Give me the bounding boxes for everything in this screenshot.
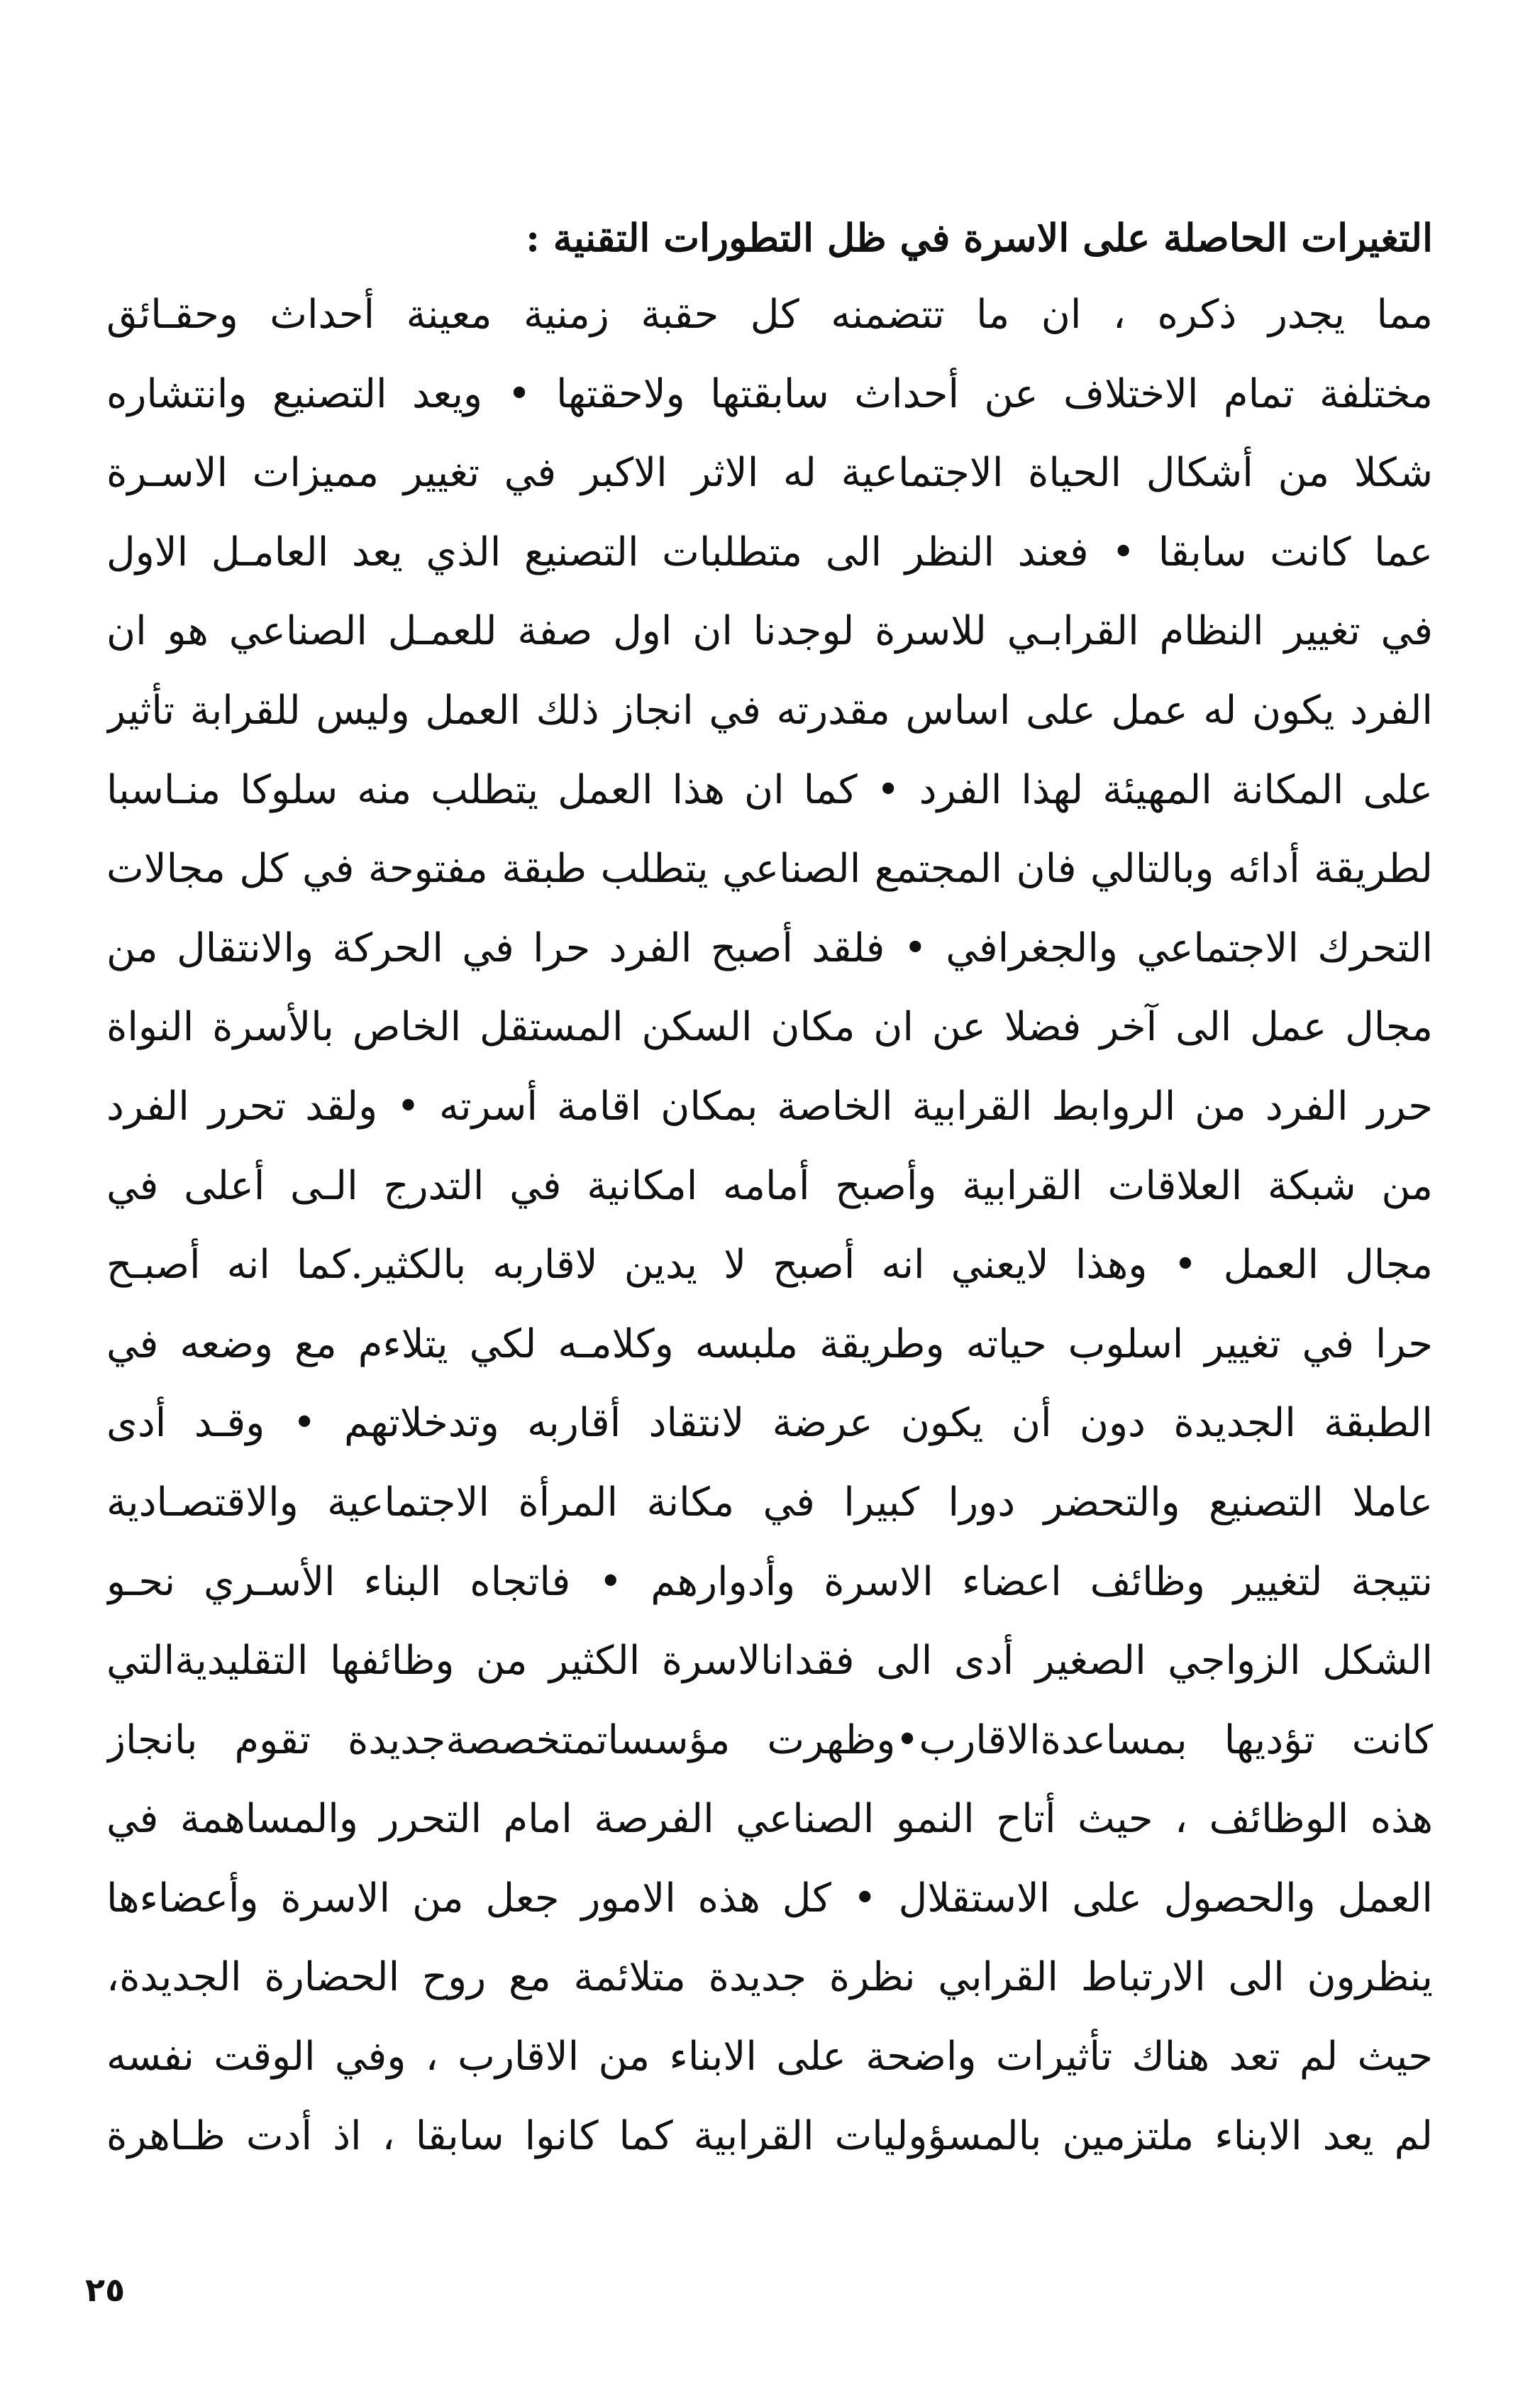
text-line: ينظرون الى الارتباط القرابي نظرة جديدة متلائمة مع روح الحضارة الجديدة، (106, 1954, 1433, 2001)
text-line: الطبقة الجديدة دون أن يكون عرضة لانتقاد أقاربه وتدخلاتهم • وقـد أدى (106, 1400, 1433, 1447)
page-number: ٢٥ (85, 2271, 126, 2309)
text-line: الشكل الزواجي الصغير أدى الى فقدانالاسرة الكثير من وظائفها التقليديةالتي (106, 1638, 1433, 1685)
text-line: لم يعد الابناء ملتزمين بالمسؤوليات القرابية كما كانوا سابقا ، اذ أدت ظـاهرة (106, 2112, 1433, 2159)
text-line: لطريقة أدائه وبالتالي فان المجتمع الصناعي يتطلب طبقة مفتوحة في كل مجالات (106, 846, 1433, 893)
text-line: من شبكة العلاقات القرابية وأصبح أمامه امكانية في التدرج الـى أعلى في (106, 1162, 1433, 1209)
text-line: حرر الفرد من الروابط القرابية الخاصة بمكان اقامة أسرته • ولقد تحرر الفرد (106, 1083, 1433, 1130)
text-line: مما يجدر ذكره ، ان ما تتضمنه كل حقبة زمنية معينة أحداث وحقـائق (106, 292, 1433, 338)
text-line: نتيجة لتغيير وظائف اعضاء الاسرة وأدوارهم • فاتجاه البناء الأسـري نحـو (106, 1558, 1433, 1605)
text-line: في تغيير النظام القرابـي للاسرة لوجدنا ان اول صفة للعمـل الصناعي هو ان (106, 608, 1433, 655)
text-line: حيث لم تعد هناك تأثيرات واضحة على الابناء من الاقارب ، وفي الوقت نفسه (106, 2034, 1433, 2080)
text-line: مجال العمل • وهذا لايعني انه أصبح لا يدين لاقاربه بالكثير.كما انه أصبـح (106, 1242, 1433, 1289)
text-line: هذه الوظائف ، حيث أتاح النمو الصناعي الفرصة امام التحرر والمساهمة في (106, 1796, 1433, 1843)
text-line: عاملا التصنيع والتحضر دورا كبيرا في مكانة المرأة الاجتماعية والاقتصـادية (106, 1479, 1433, 1526)
text-line: مختلفة تمام الاختلاف عن أحداث سابقتها ولاحقتها • ويعد التصنيع وانتشاره (106, 370, 1433, 417)
text-line: مجال عمل الى آخر فضلا عن ان مكان السكن المستقل الخاص بالأسرة النواة (106, 1004, 1433, 1051)
text-line: عما كانت سابقا • فعند النظر الى متطلبات التصنيع الذي يعد العامـل الاول (106, 529, 1433, 575)
text-line: حرا في تغيير اسلوب حياته وطريقة ملبسه وكلامـه لكي يتلاءم مع وضعه في (106, 1320, 1433, 1367)
text-line: شكلا من أشكال الحياة الاجتماعية له الاثر الاكبر في تغيير مميزات الاسـرة (106, 450, 1433, 497)
body-text (106, 275, 1433, 2176)
document-page (106, 206, 1433, 2320)
text-line: التحرك الاجتماعي والجغرافي • فلقد أصبح الفرد حرا في الحركة والانتقال من (106, 925, 1433, 971)
text-line: كانت تؤديها بمساعدةالاقارب•وظهرت مؤسساتمتخصصةجديدة تقوم بانجاز (106, 1716, 1433, 1763)
section-heading: التغيرات الحاصلة على الاسرة في ظل التطورات التقنية : (526, 215, 1433, 260)
text-line: العمل والحصول على الاستقلال • كل هذه الامور جعل من الاسرة وأعضاءها (106, 1875, 1433, 1921)
text-line: على المكانة المهيئة لهذا الفرد • كما ان هذا العمل يتطلب منه سلوكا منـاسبا (106, 766, 1433, 813)
text-line: الفرد يكون له عمل على اساس مقدرته في انجاز ذلك العمل وليس للقرابة تأثير (106, 687, 1433, 734)
